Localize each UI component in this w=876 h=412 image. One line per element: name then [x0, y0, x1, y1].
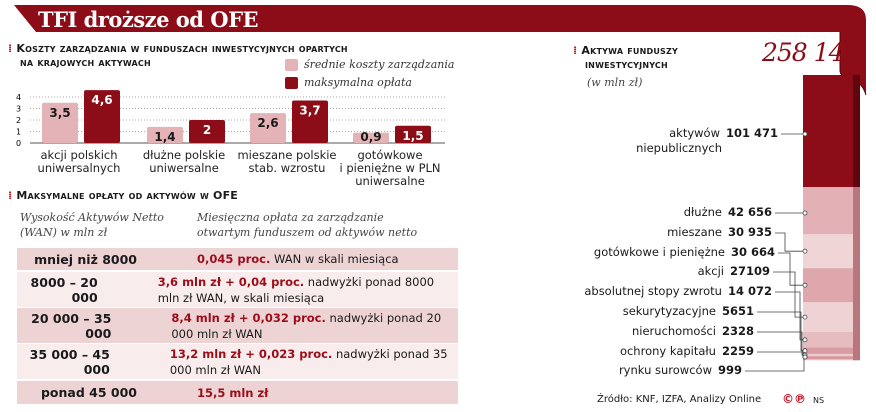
y-tick-label: 3	[16, 104, 22, 114]
stack-segment	[803, 354, 853, 357]
asset-segment-label: gotówkowe i pieniężne 30 664	[593, 245, 775, 259]
bar-value-label: 2,6	[257, 116, 279, 131]
section-assets-heading: ⁞ Aktywa funduszy inwestycyjnych	[573, 44, 678, 71]
author-credit: NS	[813, 396, 825, 405]
asset-segment-label: rynku surowców 999	[618, 363, 742, 377]
leader-dot	[803, 338, 807, 342]
y-tick-label: 2	[16, 116, 22, 125]
stack-segment-side	[853, 348, 860, 355]
category-label: gotówkowe i pieniężne w PLN uniwersalne	[339, 148, 441, 188]
legend-item-avg: średnie koszty zarządzania	[285, 58, 454, 71]
source-note: Źródło: KNF, IZFA, Analizy Online	[597, 394, 762, 405]
column-header-fee: Miesięczna opłata za zarządzanie otwartym funduszem od aktywów netto	[197, 211, 418, 239]
category-label: akcji polskich uniwersalnych	[37, 148, 121, 175]
wan-range: 35 000 – 45 000	[29, 346, 110, 377]
wan-range: mniej niż 8000	[34, 251, 137, 267]
wan-range: ponad 45 000	[40, 385, 137, 400]
stack-segment	[803, 332, 853, 348]
asset-segment-label: sekurytyzacyjne 5651	[622, 304, 754, 318]
wan-range: 20 000 – 35 000	[31, 310, 112, 341]
stack-segment	[803, 359, 853, 360]
leader-line	[757, 312, 805, 351]
stack-segment-side	[853, 268, 860, 302]
asset-segment-label-line2: niepublicznych	[636, 141, 722, 155]
section-bar-chart-heading: ⁞ Koszty zarządzania w funduszach inwestycyjnych opartych na krajowych aktywach	[8, 42, 348, 69]
stack-segment	[803, 356, 853, 359]
leader-line	[775, 233, 805, 251]
leader-dot	[803, 349, 807, 353]
asset-segment-label: aktywów 101 471	[669, 126, 778, 140]
stack-segment-side	[853, 187, 860, 234]
bar-value-label: 3,5	[49, 105, 71, 120]
stack-segment-side	[853, 75, 860, 187]
leader-line	[778, 253, 805, 285]
y-tick-label: 1	[16, 127, 22, 137]
leader-dot	[803, 132, 807, 136]
leader-dot	[803, 283, 807, 287]
stack-segment	[803, 75, 853, 187]
bar-value-label: 4,6	[91, 93, 113, 108]
fee-description: 13,2 mln zł + 0,023 proc. nadwyżki ponad 35 000 mln zł WAN	[169, 346, 448, 377]
leader-dot	[803, 315, 807, 319]
leader-line	[757, 352, 805, 357]
leader-dot	[803, 211, 807, 215]
category-label: dłużne polskie uniwersalne	[142, 148, 226, 175]
bar-value-label: 0,9	[360, 130, 382, 144]
fee-description: 0,045 proc. WAN w skali miesiąca	[197, 252, 399, 266]
copyright-icon: ©℗	[782, 392, 806, 406]
leader-dot	[803, 249, 807, 253]
stack-segment-side	[853, 302, 860, 332]
stack-segment-side	[853, 234, 860, 268]
bar-value-label: 1,5	[402, 128, 424, 143]
stack-segment-side	[853, 332, 860, 348]
stack-segment	[803, 268, 853, 302]
column-header-wan: Wysokość Aktywów Netto (WAN) w mln zł	[20, 211, 164, 239]
legend-item-max: maksymalna opłata	[285, 76, 412, 89]
asset-segment-label: dłużne 42 656	[683, 205, 772, 219]
stack-segment	[803, 302, 853, 332]
stack-segment-side	[853, 356, 860, 359]
stack-segment-side	[853, 359, 860, 360]
bullet-icon: ⁞	[8, 189, 13, 202]
bar-value-label: 3,7	[299, 103, 321, 118]
bullet-icon: ⁞	[573, 44, 578, 57]
section-table-heading: ⁞ Maksymalne opłaty od aktywów w OFE	[8, 189, 238, 202]
fee-description: 3,6 mln zł + 0,04 proc. nadwyżki ponad 8000 mln zł WAN, w skali miesiąca	[157, 274, 435, 305]
bullet-icon: ⁞	[8, 42, 13, 55]
total-assets: 258 145	[762, 38, 859, 67]
stack-segment-side	[853, 354, 860, 357]
stack-segment	[803, 234, 853, 268]
asset-segment-label: nieruchomości 2328	[632, 324, 754, 338]
category-label: mieszane polskie stab. wzrostu	[237, 148, 337, 175]
asset-segment-label: akcji 27109	[697, 264, 770, 278]
y-tick-label: 0	[16, 139, 22, 148]
fee-description: 8,4 mln zł + 0,032 proc. nadwyżki ponad 20 000 mln zł WAN	[171, 310, 442, 341]
stack-segment	[803, 187, 853, 234]
y-tick-label: 4	[16, 93, 22, 102]
page-title: TFI droższe od OFE	[38, 7, 258, 32]
leader-line	[775, 292, 805, 340]
asset-segment-label: ochrony kapitału 2259	[619, 344, 754, 358]
fee-description: 15,5 mln zł	[197, 385, 269, 400]
unit-label: (w mln zł)	[587, 76, 643, 89]
leader-line	[745, 357, 805, 371]
stack-segment	[803, 348, 853, 355]
bar-value-label: 2	[202, 123, 212, 137]
leader-dot	[803, 355, 807, 359]
asset-segment-label: absolutnej stopy zwrotu 14 072	[584, 284, 772, 298]
asset-segment-label: mieszane 30 935	[667, 225, 772, 239]
wan-range: 8000 – 20 000	[30, 274, 98, 305]
bar-value-label: 1,4	[154, 129, 176, 144]
